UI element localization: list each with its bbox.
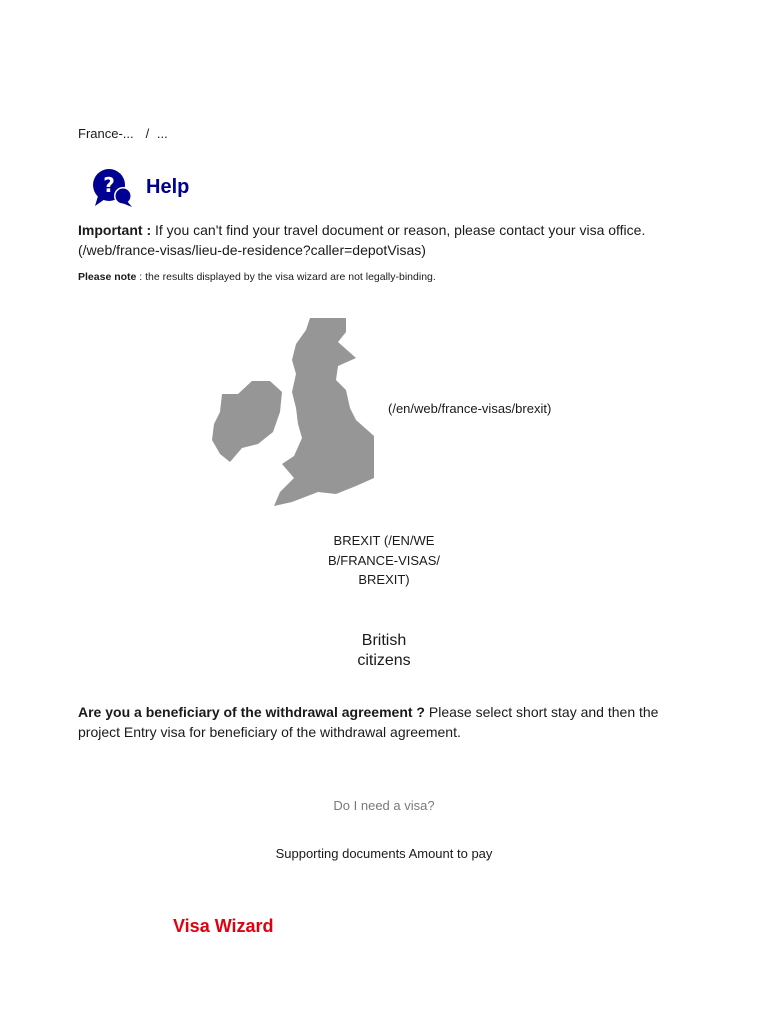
svg-text:?: ? xyxy=(103,173,115,197)
breadcrumb-separator: / xyxy=(145,126,150,141)
brexit-image-link-text[interactable]: (/en/web/france-visas/brexit) xyxy=(388,401,552,416)
beneficiary-text: Please select short stay and then the project Entry visa for beneficiary of the withdrawal agreement. xyxy=(78,704,659,740)
important-text[interactable]: If you can't find your travel document or reason, please contact your visa office. (/web/france-visas/lieu-de-residence?caller=depotVisas) xyxy=(78,222,646,258)
brexit-link[interactable]: BREXIT (/EN/WEB/FRANCE-VISAS/BREXIT) xyxy=(328,533,440,587)
tab-do-i-need-a-visa[interactable]: Do I need a visa? xyxy=(333,798,435,813)
legal-note xyxy=(78,270,678,284)
note-text: : the results displayed by the visa wizard are not legally-binding. xyxy=(136,271,436,283)
note-label: Please note xyxy=(78,271,137,283)
help-link[interactable] xyxy=(90,166,189,212)
help-chat-bubble-icon xyxy=(90,166,136,212)
breadcrumb-item-current[interactable]: ... xyxy=(156,126,168,141)
breadcrumb-item-france[interactable]: France-... xyxy=(78,126,134,141)
tab-supporting-documents-amount[interactable]: Supporting documents Amount to pay xyxy=(275,846,493,861)
help-label: Help xyxy=(146,175,190,198)
beneficiary-message xyxy=(78,702,698,742)
visa-wizard-title: Visa Wizard xyxy=(173,916,274,936)
beneficiary-question: Are you a beneficiary of the withdrawal agreement ? xyxy=(78,704,425,720)
breadcrumb xyxy=(78,126,168,141)
british-citizens-label: British citizens xyxy=(357,632,411,669)
important-label: Important : xyxy=(78,222,152,238)
important-message xyxy=(78,220,698,260)
uk-ireland-map-icon[interactable] xyxy=(210,316,380,508)
